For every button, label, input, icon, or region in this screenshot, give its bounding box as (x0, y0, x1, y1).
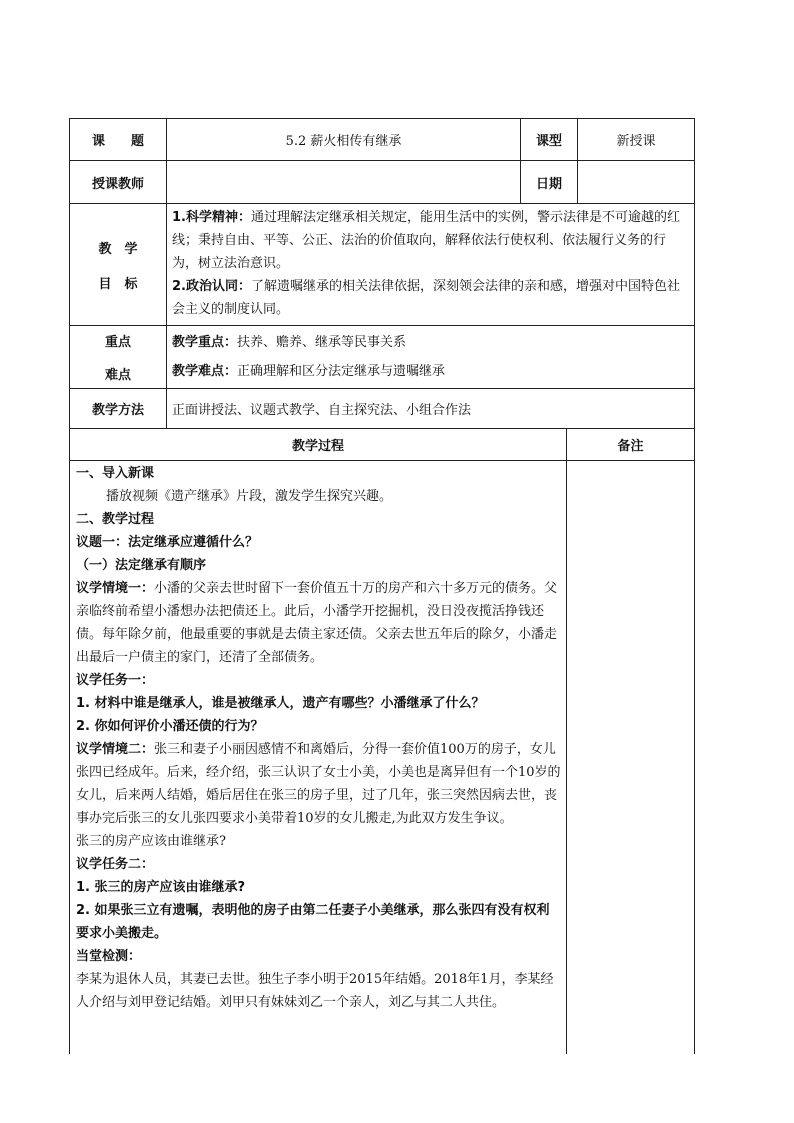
case-1 (76, 577, 562, 669)
case-2-text: 张三和妻子小丽因感情不和离婚后，分得一套价值100万的房子，女儿张四已经成年。后来，经介绍，张三认识了女士小美，小美也是离异但有一个10岁的女儿，后来两人结婚，婚后居住在张三的房子里，过了几年，张三突然因病去世，丧事办完后张三的女儿张四要求小美带着10岁的女儿搬走,为此双方发生争议。 (76, 742, 561, 826)
task-2-question-2: 2. 如果张三立有遗嘱，表明他的房子由第二任妻子小美继承，那么张四有没有权利要求小美搬走。 (76, 903, 550, 941)
key-point-text: 扶养、赡养、继承等民事关系 (237, 335, 407, 350)
date-label: 日期 (535, 176, 562, 192)
topic-1: 议题一：法定继承应遵循什么？ (76, 535, 259, 550)
key-point-lead: 教学重点： (172, 335, 238, 350)
goals-content (172, 206, 690, 321)
notes-header: 备注 (617, 439, 644, 454)
type-label: 课型 (535, 134, 562, 149)
section-process-title: 二、教学过程 (76, 512, 155, 527)
section-intro-text: 播放视频《遗产继承》片段，激发学生探究兴趣。 (106, 489, 393, 504)
goals-label-line1: 教 学 (98, 241, 138, 257)
task-1-question-1: 1. 材料中谁是继承人，谁是被继承人，遗产有哪些？小潘继承了什么？ (76, 696, 485, 711)
goal-item-2-text: 了解遗嘱继承的相关法律依据，深刻领会法律的亲和感，增强对中国特色社会主义的制度认同。 (172, 279, 680, 317)
goal-item-1-lead: 1.科学精神： (172, 210, 251, 225)
focus-label (70, 326, 166, 388)
goals-label (70, 204, 166, 325)
date-value (578, 161, 694, 203)
section-intro-title: 一、导入新课 (76, 466, 155, 481)
teacher-label: 授课教师 (91, 176, 144, 192)
case-2 (76, 738, 562, 830)
focus-label-line1: 重点 (104, 335, 131, 350)
goals-label-line2: 目 标 (98, 276, 138, 292)
key-point (172, 328, 690, 357)
difficult-point (172, 357, 690, 386)
difficult-point-text: 正确理解和区分法定继承与遗嘱继承 (237, 364, 446, 379)
case-2-lead: 议学情境二： (76, 742, 155, 757)
check-title: 当堂检测： (76, 949, 142, 964)
difficult-point-lead: 教学难点： (172, 364, 238, 379)
table-border-right (694, 118, 695, 1054)
focus-content (172, 328, 690, 386)
case-2-question: 张三的房产应该由谁继承? (76, 834, 226, 849)
course-title: 5.2 薪火相传有继承 (285, 134, 402, 149)
case-1-text: 小潘的父亲去世时留下一套价值五十万的房产和六十多万元的债务。父亲临终前希望小潘想办法把债还上。此后，小潘学开挖掘机，没日没夜揽活挣钱还债。每年除夕前，他最重要的事就是去债主家还债。父亲去世五年后的除夕，小潘走出最后一户债主的家门，还清了全部债务。 (76, 581, 558, 665)
course-label: 课 题 (91, 134, 144, 149)
method-text: 正面讲授法、议题式教学、自主探究法、小组合作法 (172, 403, 472, 418)
goal-item-2 (172, 275, 690, 321)
focus-label-line2: 难点 (104, 368, 131, 383)
task-1-title: 议学任务一： (76, 673, 155, 688)
task-1-question-2: 2. 你如何评价小潘还债的行为？ (76, 719, 264, 734)
notes-body (567, 461, 694, 1054)
case-1-lead: 议学情境一： (76, 581, 155, 596)
type-value: 新授课 (616, 134, 656, 149)
subtopic-1: （一）法定继承有顺序 (76, 558, 207, 573)
process-body (76, 462, 562, 1014)
process-header: 教学过程 (291, 439, 344, 454)
teacher-value (167, 161, 520, 203)
task-2-title: 议学任务二： (76, 857, 155, 872)
method-label: 教学方法 (91, 403, 144, 418)
goal-item-2-lead: 2.政治认同： (172, 279, 251, 294)
goal-item-1 (172, 206, 690, 275)
goal-item-1-text: 通过理解法定继承相关规定，能用生活中的实例，警示法律是不可逾越的红线；秉持自由、平等、公正、法治的价值取向，解释依法行使权利、依法履行义务的行为，树立法治意识。 (172, 210, 680, 271)
task-2-question-1: 1. 张三的房产应该由谁继承? (76, 880, 246, 895)
check-text: 李某为退休人员，其妻已去世。独生子李小明于2015年结婚。2018年1月，李某经人介绍与刘甲登记结婚。刘甲只有妹妹刘乙一个亲人，刘乙与其二人共住。 (76, 972, 554, 1010)
